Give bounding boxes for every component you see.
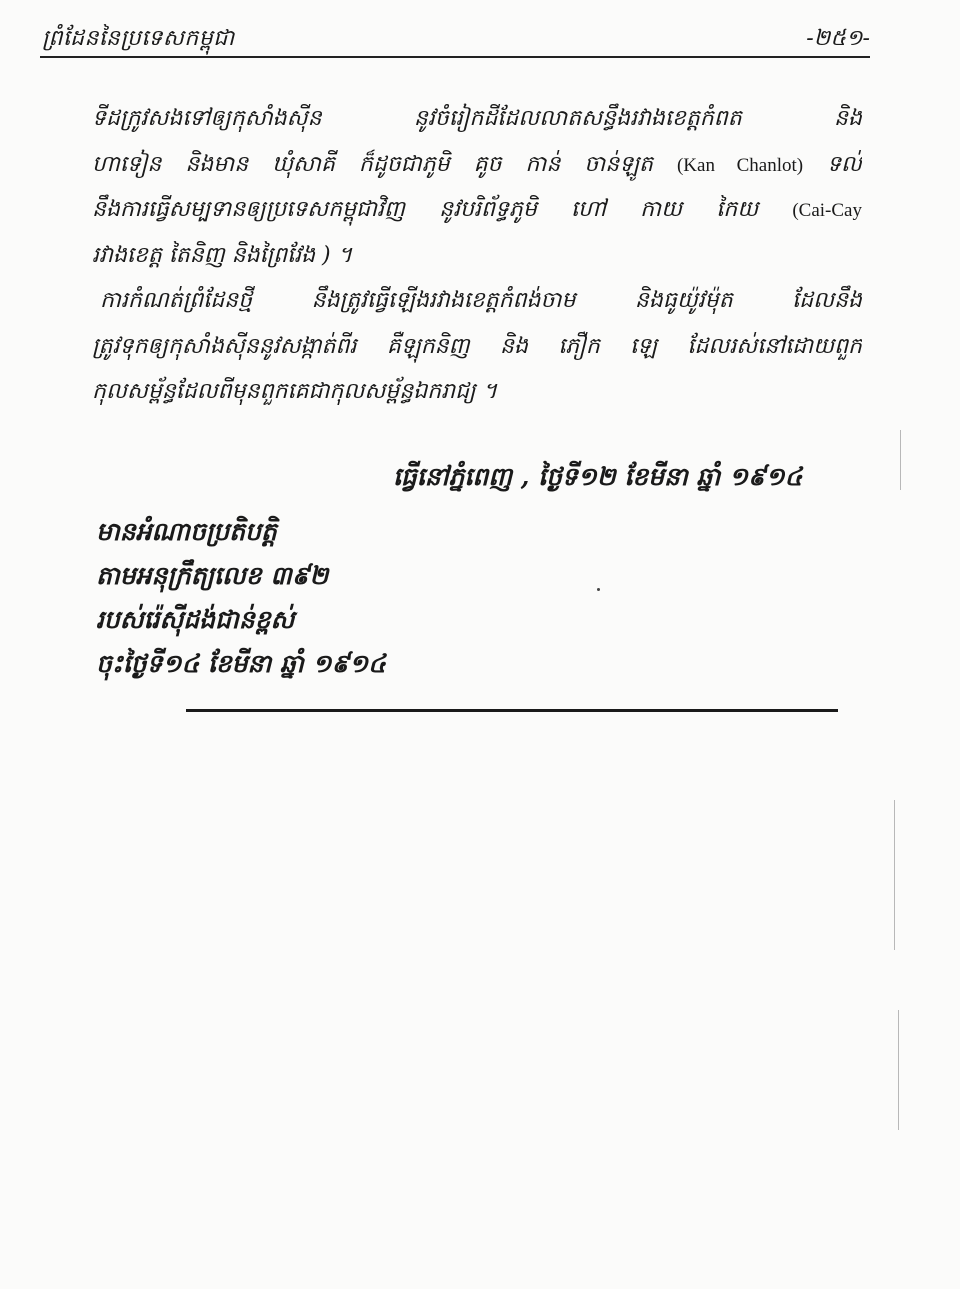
latin-place-name: (Kan Chanlot) xyxy=(676,154,804,176)
paragraph-2-line-2: ត្រូវទុកឲ្យកុសាំងស៊ីននូវសង្កាត់ពីរ គឺឡុកនិញ និង ភឿក ឡេ ដែលរស់នៅដោយពួក xyxy=(92,333,862,359)
paragraph-1-line-2-end: ទល់ xyxy=(827,151,862,177)
approval-line-4: ចុះថ្ងៃទី១៤ ខែមីនា ឆ្នាំ ១៩១៤ xyxy=(96,649,386,678)
paragraph-2-line-1: ការកំណត់ព្រំដែនថ្មី នឹងត្រូវធ្វើឡើងរវាងខេត្តកំពង់ចាម និងធូយ៉ូវម៉ុត ដែលនឹង xyxy=(100,288,862,313)
scan-speck xyxy=(597,588,600,591)
page-number: -២៥១- xyxy=(806,26,870,51)
approval-line-3: របស់រ៉េស៊ីដង់ជាន់ខ្ពស់ xyxy=(96,605,295,634)
paragraph-1-line-3-text: នឹងការធ្វើសម្បទានឲ្យប្រទេសកម្ពុជាវិញ នូវបរិព័ទ្ធភូមិ ហៅ កាយ កៃយ xyxy=(92,197,759,222)
running-title: ព្រំដែននៃប្រទេសកម្ពុជា xyxy=(42,26,235,51)
page-header xyxy=(40,18,870,58)
body-text xyxy=(92,96,862,415)
approval-block xyxy=(96,510,516,686)
date-place-line: ធ្វើនៅភ្នំពេញ , ថ្ងៃទី១២ ខែមីនា ឆ្នាំ ១៩១៤ xyxy=(393,462,803,491)
scan-artifact xyxy=(894,800,895,950)
latin-place-name-2: (Cai-Cay xyxy=(792,200,862,221)
scan-artifact xyxy=(900,430,901,490)
approval-line-1: មានអំណាចប្រតិបត្តិ xyxy=(96,517,277,546)
approval-line-2: តាមអនុក្រឹត្យលេខ ៣៩២ xyxy=(96,561,329,590)
paragraph-2-line-3: កុលសម្ព័ន្ធដែលពីមុនពួកគេជាកុលសម្ព័ន្ធឯករាជ្យ ។ xyxy=(92,379,498,404)
paragraph-1-line-3 xyxy=(92,187,862,233)
header-rule xyxy=(40,56,870,58)
scan-artifact xyxy=(898,1010,899,1130)
paragraph-1-line-4: រវាងខេត្ត តៃនិញ និងព្រៃវែង ) ។ xyxy=(92,242,353,268)
paragraph-1-line-1: ទីដក្រូវសងទៅឲ្យកុសាំងស៊ីន នូវចំរៀកដីដែលលាតសន្ធឹងរវាងខេត្តកំពត និង xyxy=(92,106,862,131)
closing-rule xyxy=(186,709,838,712)
paragraph-1-line-2 xyxy=(92,142,862,188)
paragraph-1-line-2-text: ហាទៀន និងមាន ឃុំសាគី ក៏ដូចជាភូមិ គូច កាន់ ចាន់ឡូត xyxy=(92,151,654,177)
